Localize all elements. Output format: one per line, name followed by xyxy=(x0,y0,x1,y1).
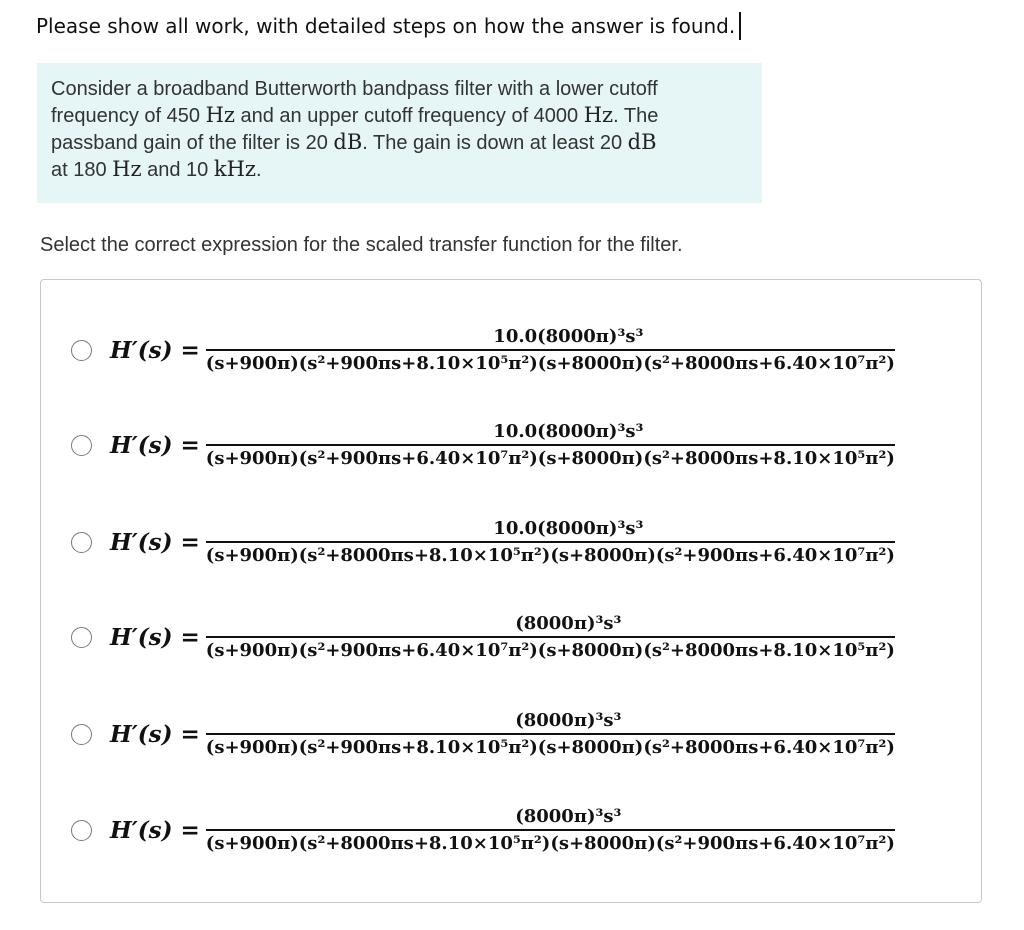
options-group xyxy=(40,279,982,903)
option-lhs: H′(s) = xyxy=(110,528,200,556)
numerator: 10.0(8000π)³s³ xyxy=(493,518,644,540)
denominator: (s+900π)(s²+900πs+8.10×10⁵π²)(s+8000π)(s²+8000πs+6.40×10⁷π²) xyxy=(205,352,895,374)
option-1[interactable] xyxy=(71,314,971,386)
question-text: . xyxy=(255,159,262,181)
unit-db: dB xyxy=(627,130,657,154)
question-text: passband gain of the filter is 20 xyxy=(51,132,334,154)
radio-option-6[interactable] xyxy=(71,820,92,841)
instruction-text-field[interactable] xyxy=(36,12,741,40)
unit-hz: Hz xyxy=(112,157,142,181)
question-line-1 xyxy=(51,76,762,102)
instruction-text: Please show all work, with detailed steps on how the answer is found. xyxy=(36,14,736,38)
option-3[interactable] xyxy=(71,506,971,578)
question-text: at 180 xyxy=(51,159,113,181)
option-lhs: H′(s) = xyxy=(110,816,200,844)
denominator: (s+900π)(s²+8000πs+8.10×10⁵π²)(s+8000π)(s²+900πs+6.40×10⁷π²) xyxy=(205,544,895,566)
unit-hz: Hz xyxy=(583,103,614,127)
question-line-2 xyxy=(51,102,762,129)
radio-option-1[interactable] xyxy=(71,340,92,361)
fraction xyxy=(206,613,895,661)
numerator: (8000π)³s³ xyxy=(515,806,622,828)
question-line-3 xyxy=(51,129,762,156)
unit-db: dB xyxy=(333,130,363,154)
question-line-4 xyxy=(51,156,762,183)
numerator: (8000π)³s³ xyxy=(515,613,622,635)
question-text: frequency of 450 xyxy=(51,105,206,127)
fraction xyxy=(206,518,895,566)
radio-option-2[interactable] xyxy=(71,435,92,456)
option-5[interactable] xyxy=(71,698,971,770)
option-lhs: H′(s) = xyxy=(110,720,200,748)
text-cursor xyxy=(739,12,741,40)
denominator: (s+900π)(s²+900πs+6.40×10⁷π²)(s+8000π)(s²+8000πs+8.10×10⁵π²) xyxy=(205,447,895,469)
question-text: and an upper cutoff frequency of 4000 xyxy=(234,105,584,127)
option-6[interactable] xyxy=(71,794,971,866)
radio-option-3[interactable] xyxy=(71,532,92,553)
option-2[interactable] xyxy=(71,409,971,481)
unit-hz: Hz xyxy=(205,103,235,127)
denominator: (s+900π)(s²+900πs+8.10×10⁵π²)(s+8000π)(s²+8000πs+6.40×10⁷π²) xyxy=(205,736,895,758)
denominator: (s+900π)(s²+8000πs+8.10×10⁵π²)(s+8000π)(s²+900πs+6.40×10⁷π²) xyxy=(205,832,895,854)
option-lhs: H′(s) = xyxy=(110,623,200,651)
question-text: . The gain is down at least 20 xyxy=(362,132,628,154)
numerator: (8000π)³s³ xyxy=(515,710,622,732)
numerator: 10.0(8000π)³s³ xyxy=(493,421,644,443)
fraction xyxy=(206,806,895,854)
question-text: Consider a broadband Butterworth bandpass filter with a lower cutoff xyxy=(51,78,658,100)
option-lhs: H′(s) = xyxy=(110,431,200,459)
question-box xyxy=(37,63,762,203)
question-text: . The xyxy=(613,105,659,127)
radio-option-4[interactable] xyxy=(71,627,92,648)
option-4[interactable] xyxy=(71,601,971,673)
numerator: 10.0(8000π)³s³ xyxy=(493,326,644,348)
denominator: (s+900π)(s²+900πs+6.40×10⁷π²)(s+8000π)(s²+8000πs+8.10×10⁵π²) xyxy=(205,639,895,661)
fraction xyxy=(206,326,895,374)
option-lhs: H′(s) = xyxy=(110,336,200,364)
question-text: and 10 xyxy=(141,159,214,181)
prompt-text: Select the correct expression for the scaled transfer function for the filter. xyxy=(40,234,683,256)
radio-option-5[interactable] xyxy=(71,724,92,745)
fraction xyxy=(206,710,895,758)
unit-khz: kHz xyxy=(213,157,256,181)
fraction xyxy=(206,421,895,469)
